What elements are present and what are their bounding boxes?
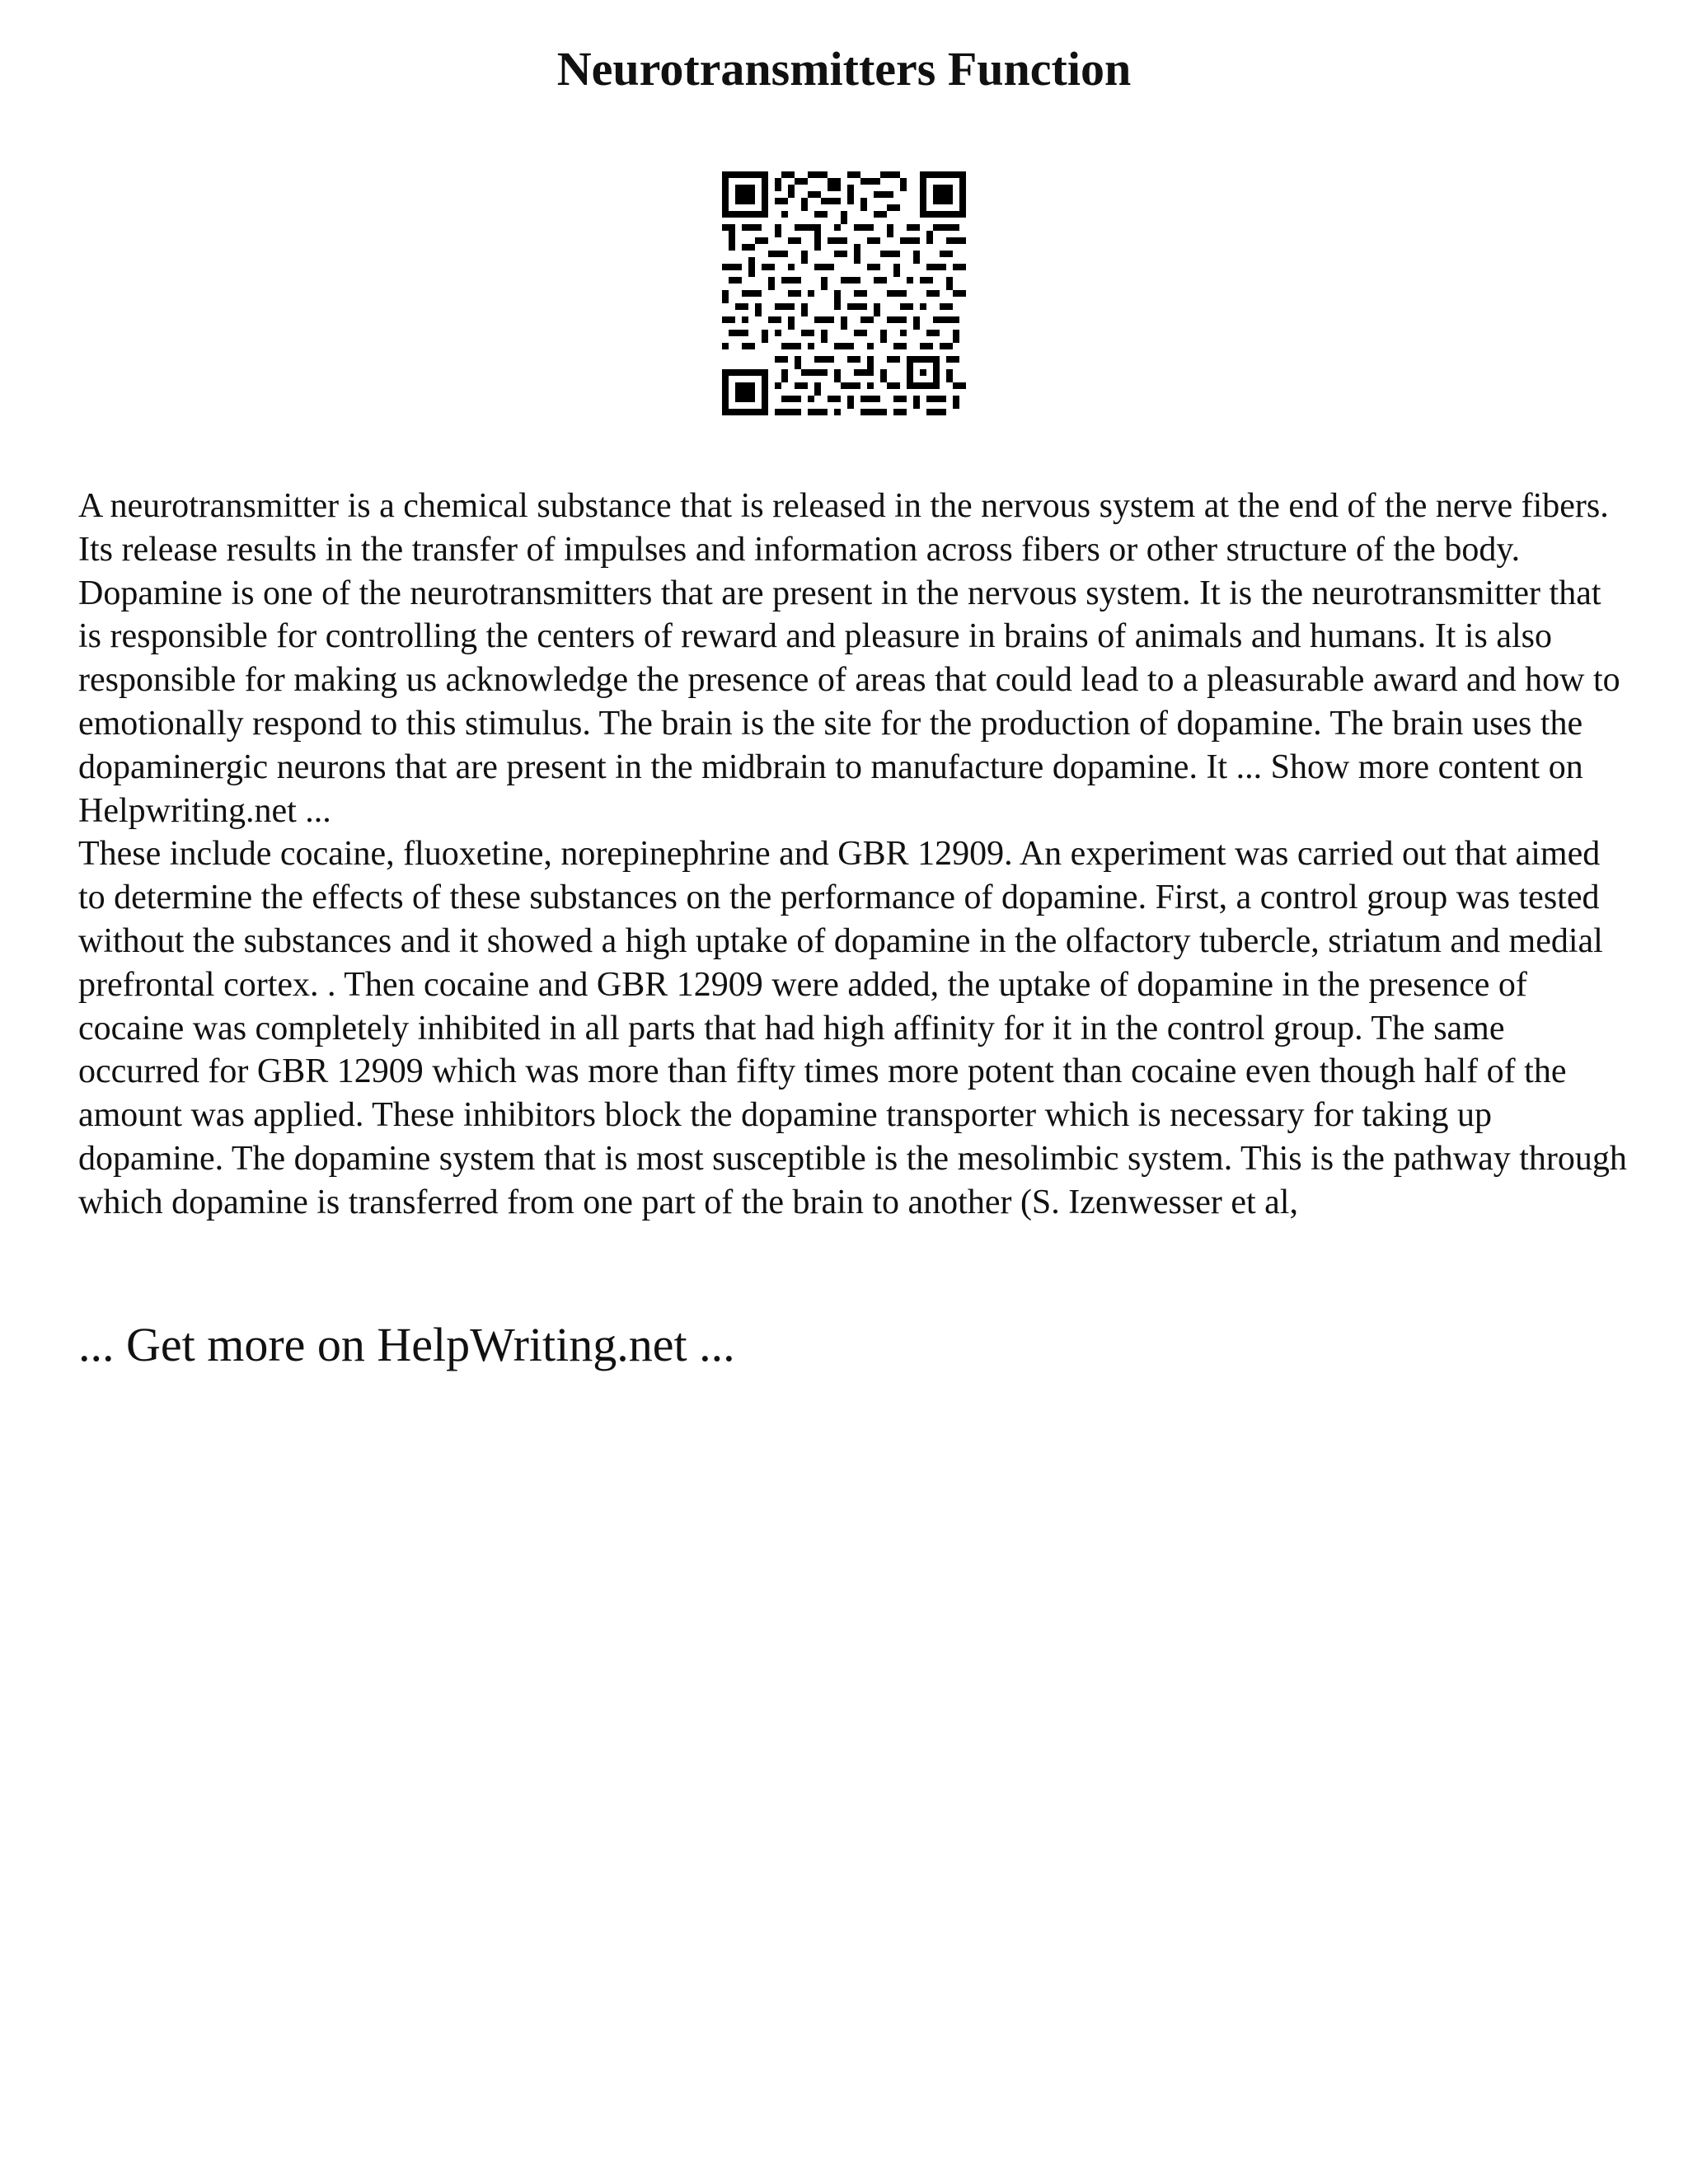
paragraph-2: These include cocaine, fluoxetine, norepinephrine and GBR 12909. An experiment was carried out that aimed to determine the effects of these substances on the performance of dopamine. First, a control group was tested without the substances and it showed a high uptake of dopamine in the olfactory tubercle, striatum and medial prefrontal cortex. . Then cocaine and GBR 12909 were added, the uptake of dopamine in the presence of cocaine was completely inhibited in all parts that had high affinity for it in the control group. The same occurred for GBR 12909 which was more than fifty times more potent than cocaine even though half of the amount was applied. These inhibitors block the dopamine transporter which is necessary for taking up dopamine. The dopamine system that is most susceptible is the mesolimbic system. This is the pathway through which dopamine is transferred from one part of the brain to another (S. Izenwesser et al, xyxy=(78,835,1627,1221)
page-title: Neurotransmitters Function xyxy=(556,42,1132,96)
qr-code-icon xyxy=(722,171,966,415)
get-more-link[interactable]: ... Get more on HelpWriting.net ... xyxy=(78,1318,735,1371)
article-body xyxy=(78,485,1628,1225)
paragraph-1: A neurotransmitter is a chemical substance that is released in the nervous system at the end of the nerve fibers. Its release results in the transfer of impulses and information across fibers or other structure of the body. Dopamine is one of the neurotransmitters that are present in the nervous system. It is the neurotransmitter that is responsible for controlling the centers of reward and pleasure in brains of animals and humans. It is also responsible for making us acknowledge the presence of areas that could lead to a pleasurable award and how to emotionally respond to this stimulus. The brain is the site for the production of dopamine. The brain uses the dopaminergic neurons that are present in the midbrain to manufacture dopamine. It ... Show more content on Helpwriting.net ... xyxy=(78,487,1620,830)
